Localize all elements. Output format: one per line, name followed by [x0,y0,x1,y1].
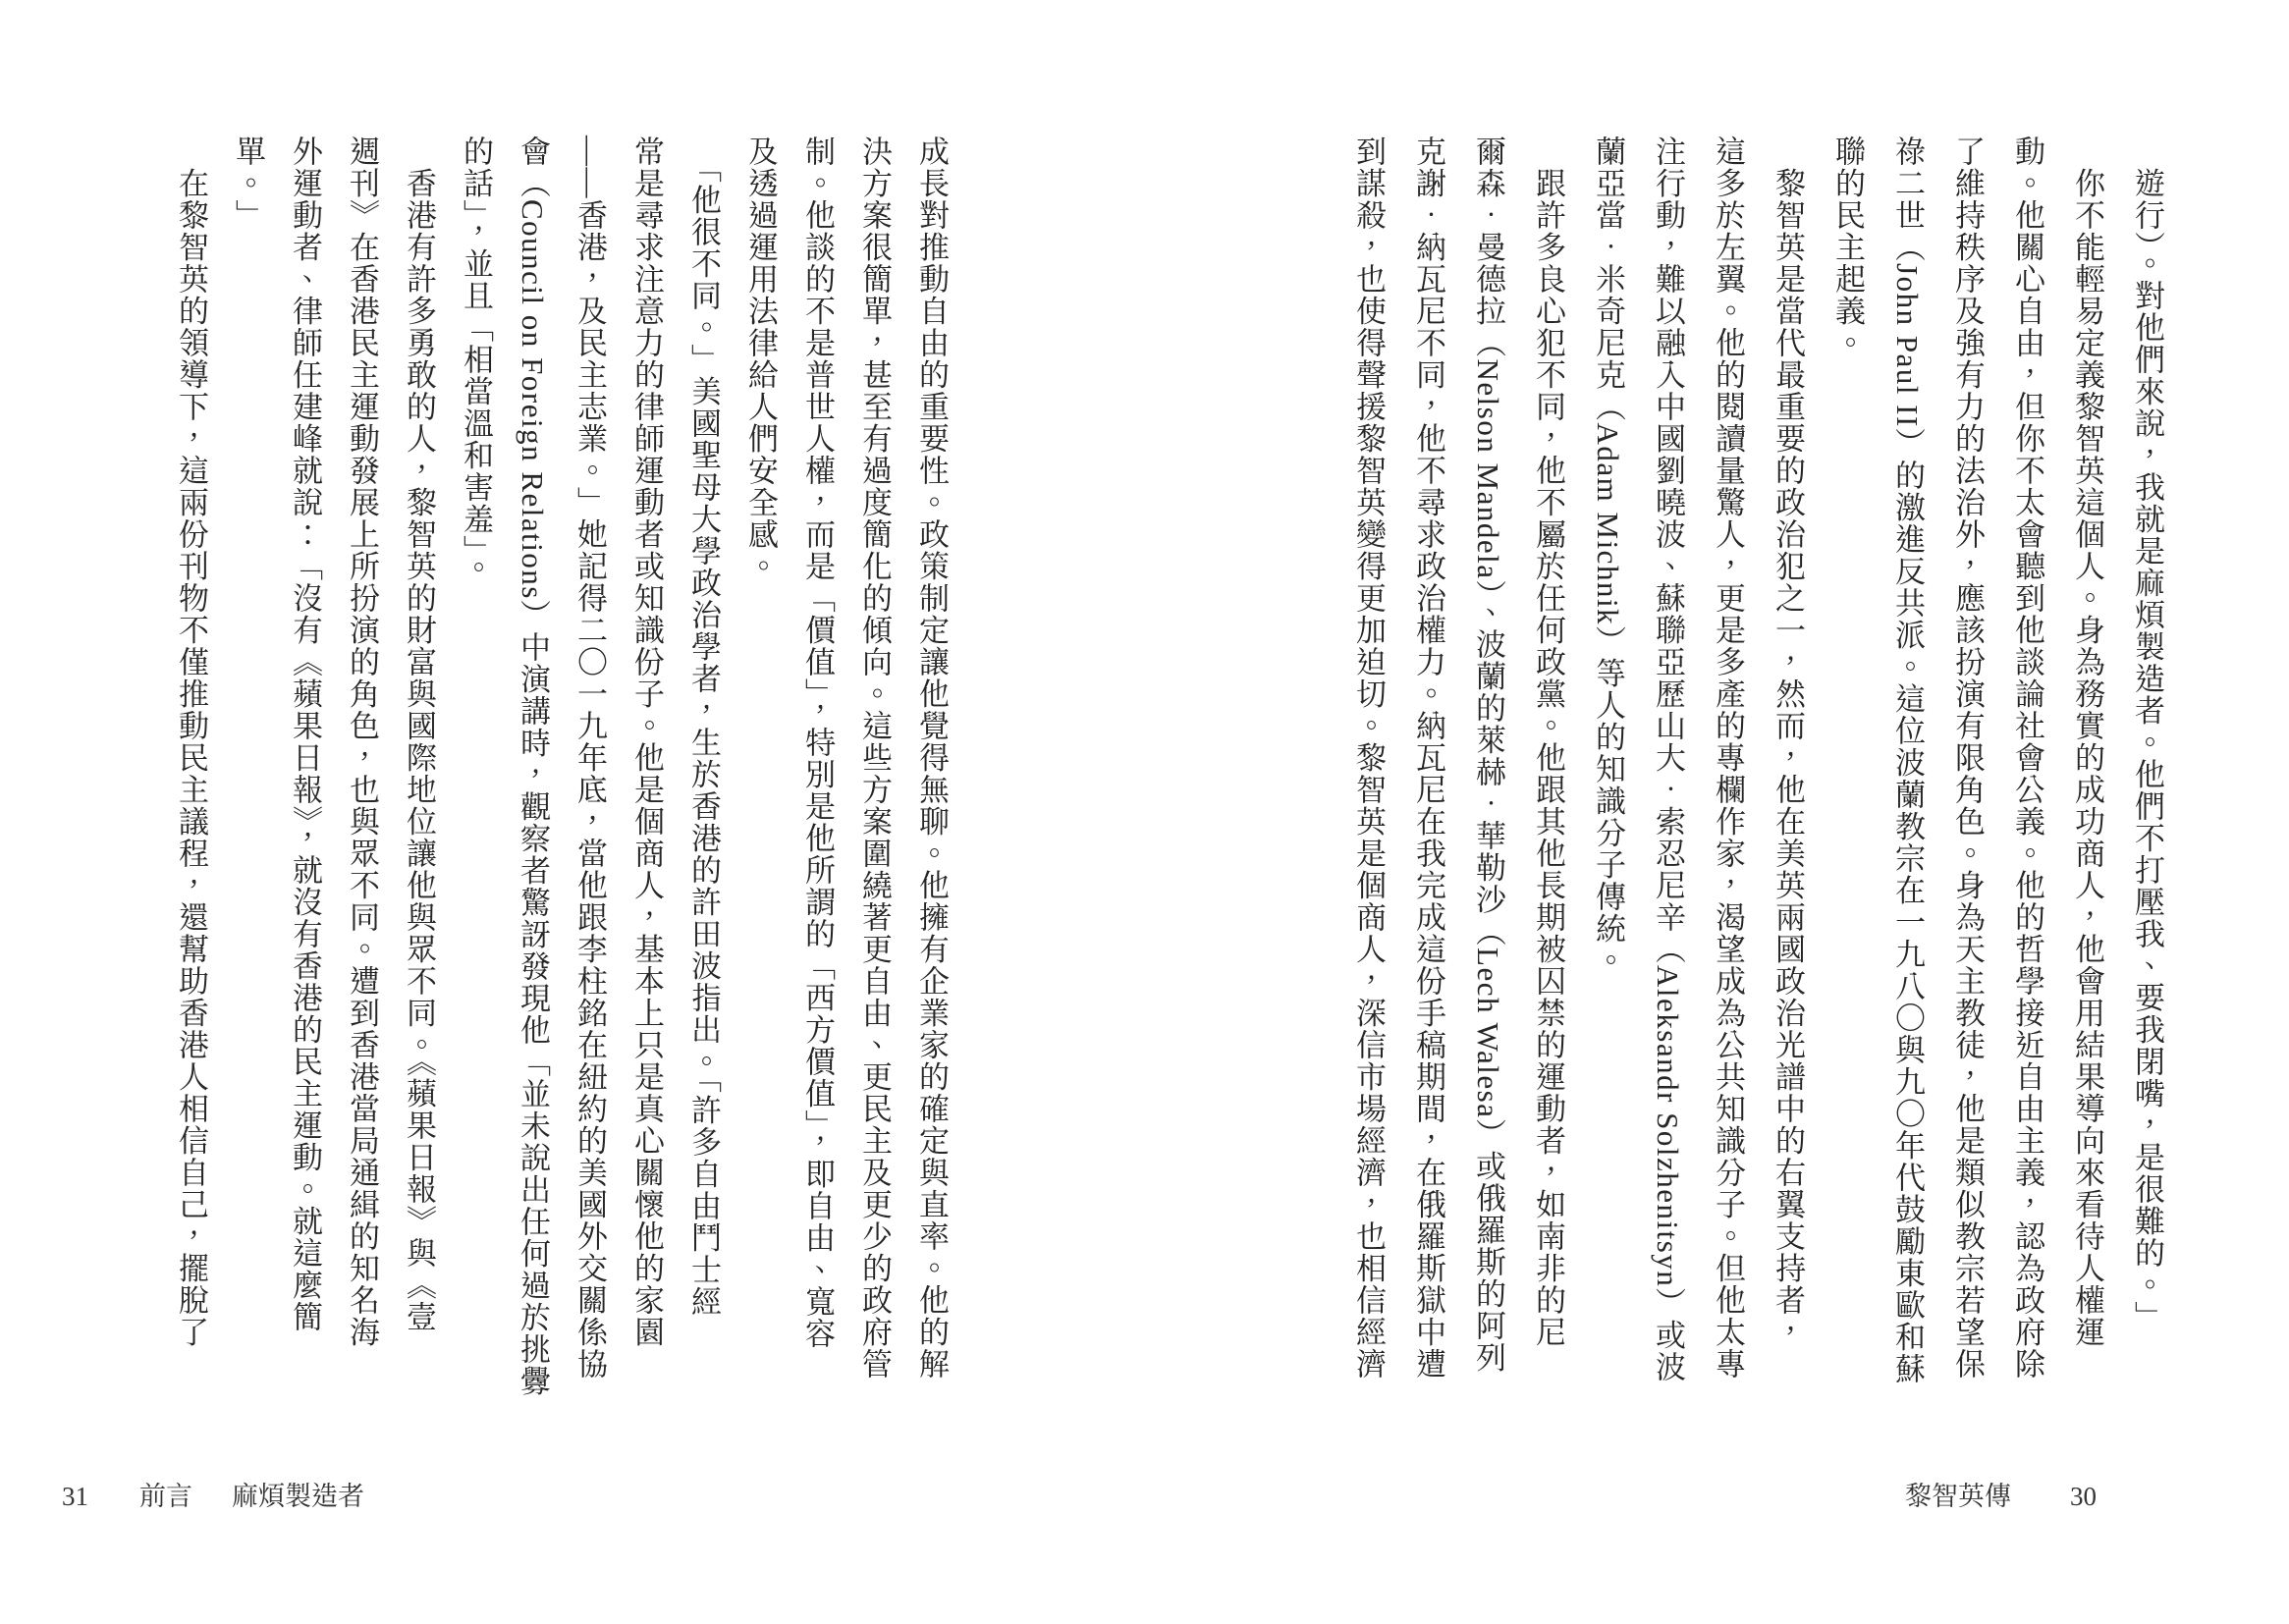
text-column: 「他很不同。」美國聖母大學政治學者，生於香港的許田波指出。「許多自由鬥士經 [686,135,721,1318]
text-column: 會（Council on Foreign Relations）中演講時，觀察者驚訝發現他「並未說出任何過於挑釁 [516,135,550,1398]
text-column: 你不能輕易定義黎智英這個人。身為務實的成功商人，他會用結果導向來看待人權運 [2070,135,2104,1348]
left-page-footer [62,1475,364,1513]
text-column: 祿二世（John Paul II）的激進反共派。這位波蘭教宗在一九八〇與九〇年代鼓勵東歐和蘇 [1890,135,1925,1385]
text-column: 黎智英是當代最重要的政治犯之一，然而，他在美英兩國政治光譜中的右翼支持者， [1771,135,1805,1348]
text-column: 及透過運用法律給人們安全感。 [743,135,778,582]
text-column: 蘭亞當．米奇尼克（Adam Michnik）等人的知識分子傳統。 [1591,135,1625,977]
right-page-text-block [1352,135,2163,1394]
right-page-footer [1905,1475,2097,1513]
text-column: 這多於左翼。他的閱讀量驚人，更是多產的專欄作家，渴望成為公共知識分子。但他太專 [1711,135,1745,1380]
text-column: 成長對推動自由的重要性。政策制定讓他覺得無聊。他擁有企業家的確定與直率。他的解 [914,135,949,1380]
text-column: 注行動，難以融入中國劉曉波、蘇聯亞歷山大．索忍尼辛（Aleksandr Solzhenitsyn）或波 [1651,135,1685,1383]
right-page-number: 30 [2070,1482,2097,1511]
book-title: 黎智英傳 [1905,1482,2011,1511]
text-column: 的話」，並且「相當溫和害羞」。 [459,135,493,584]
text-column: 聯的民主起義。 [1830,135,1865,359]
text-column: 到謀殺，也使得聲援黎智英變得更加迫切。黎智英是個商人，深信市場經濟，也相信經濟 [1351,135,1386,1380]
text-column: 遊行）。對他們來說，我就是麻煩製造者。他們不打壓我、要我閉嘴，是很難的。」 [2130,135,2164,1333]
text-column: 單。」 [231,135,265,232]
text-column: 動。他關心自由，但你不太會聽到他談論社會公義。他的哲學接近自由主義，認為政府除 [2010,135,2044,1380]
text-column: 香港有許多勇敢的人，黎智英的財富與國際地位讓他與眾不同。《蘋果日報》與《壹 [402,135,436,1333]
text-column: 週刊》在香港民主運動發展上所扮演的角色，也與眾不同。遭到香港當局通緝的知名海 [345,135,379,1348]
text-column: 外運動者、律師任建峰就說：「沒有《蘋果日報》，就沒有香港的民主運動。就這麼簡 [288,135,322,1333]
chapter-title: 麻煩製造者 [232,1482,364,1511]
left-page-text-block [174,135,949,1398]
text-column: 制。他談的不是普世人權，而是「價值」，特別是他所謂的「西方價值」，即自由、寬容 [800,135,835,1350]
section-title: 前言 [139,1482,192,1511]
text-column: 決方案很簡單，甚至有過度簡化的傾向。這些方案圍繞著更自由、更民主及更少的政府管 [857,135,892,1380]
left-page-number: 31 [62,1482,88,1511]
text-column: 了維持秩序及強有力的法治外，應該扮演有限角色。身為天主教徒，他是類似教宗若望保 [1950,135,1985,1380]
text-column: ——香港，及民主志業。」她記得二〇一九年底，當他跟李柱銘在紐約的美國外交關係協 [572,135,607,1380]
page-left [0,0,1144,1624]
text-column: 克謝．納瓦尼不同，他不尋求政治權力。納瓦尼在我完成這份手稿期間，在俄羅斯獄中遭 [1411,135,1445,1380]
text-column: 爾森．曼德拉（Nelson Mandela）、波蘭的萊赫．華勒沙（Lech Walesa）或俄羅斯的阿列 [1471,135,1505,1375]
text-column: 常是尋求注意力的律師運動者或知識份子。他是個商人，基本上只是真心關懷他的家園 [629,135,664,1348]
text-column: 跟許多良心犯不同，他不屬於任何政黨。他跟其他長期被囚禁的運動者，如南非的尼 [1531,135,1565,1348]
text-column: 在黎智英的領導下，這兩份刊物不僅推動民主議程，還幫助香港人相信自己，擺脫了 [174,135,208,1348]
page-right [1144,0,2289,1624]
